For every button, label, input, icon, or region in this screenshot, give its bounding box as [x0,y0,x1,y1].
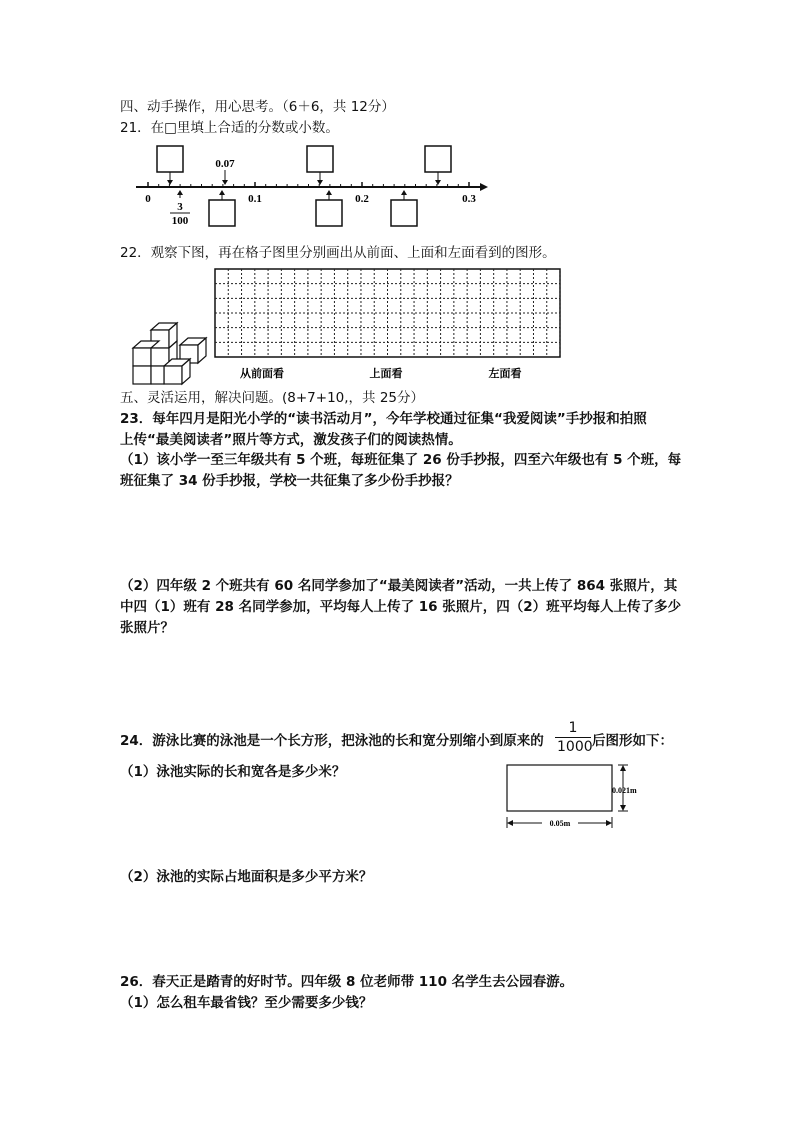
q23-line-2: 上传“最美阅读者”照片等方式，激发孩子们的阅读热情。 [120,432,462,448]
q23-part2-line-1: （2）四年级 2 个班共有 60 名同学参加了“最美阅读者”活动，一共上传了 864 张照片，其 [120,578,678,594]
view-label-top: 上面看 [369,368,403,380]
q21-prompt: 21．在□里填上合适的分数或小数。 [120,120,339,136]
tick-label-0-2: 0.2 [355,193,369,205]
q23-part1-line-1: （1）该小学一至三年级共有 5 个班，每班征集了 26 份手抄报，四至六年级也有 5 个班，每 [120,452,682,468]
q24-prompt-end: 后图形如下： [592,733,673,749]
q24-part2: （2）泳池的实际占地面积是多少平方米？ [120,869,373,885]
answer-box-6[interactable] [391,200,417,226]
fraction-numerator: 3 [177,201,183,213]
pool-rectangle [507,765,612,811]
given-value-label: 0.07 [215,158,235,170]
section-4-heading: 四、动手操作，用心思考。（6＋6，共 12分） [120,99,395,115]
q23-line-1: 23．每年四月是阳光小学的“读书活动月”，今年学校通过征集“我爱阅读”手抄报和拍照 [120,411,647,427]
pool-width-label: 0.021m [612,786,637,795]
scale-fraction [555,719,591,756]
tick-label-0-1: 0.1 [248,193,262,205]
q23-part2-line-3: 张照片？ [120,620,174,636]
scale-fraction-numerator: 1 [568,720,578,736]
answer-box-1[interactable] [157,146,183,172]
cube-stack-figure [128,318,218,386]
section-5-heading: 五、灵活运用，解决问题。(8+7+10,，共 25分） [120,390,425,406]
fraction-denominator: 100 [171,215,189,227]
tick-label-0: 0 [145,193,151,205]
q22-prompt: 22．观察下图，再在格子图里分别画出从前面、上面和左面看到的图形。 [120,245,556,261]
q23-part2-line-2: 中四（1）班有 28 名同学参加，平均每人上传了 16 张照片，四（2）班平均每人上传了多少 [120,599,682,615]
q26-prompt: 26．春天正是踏青的好时节。四年级 8 位老师带 110 名学生去公园春游。 [120,974,574,990]
view-label-front: 从前面看 [240,368,284,380]
scale-fraction-denominator: 1000 [557,739,593,755]
tick-label-0-3: 0.3 [462,193,476,205]
q24-prompt: 24．游泳比赛的泳池是一个长方形，把泳池的长和宽分别缩小到原来的 [120,733,544,749]
answer-box-4[interactable] [209,200,235,226]
answer-grid[interactable] [214,268,564,383]
number-line-figure [130,140,490,235]
q24-part1: （1）泳池实际的长和宽各是多少米？ [120,764,346,780]
pool-diagram [500,760,650,830]
answer-box-3[interactable] [425,146,451,172]
view-label-left: 左面看 [488,368,522,380]
pool-length-label: 0.05m [549,819,571,828]
answer-box-5[interactable] [316,200,342,226]
q23-part1-line-2: 班征集了 34 份手抄报，学校一共征集了多少份手抄报？ [120,473,459,489]
q26-part1: （1）怎么租车最省钱？至少需要多少钱？ [120,995,373,1011]
answer-box-2[interactable] [307,146,333,172]
